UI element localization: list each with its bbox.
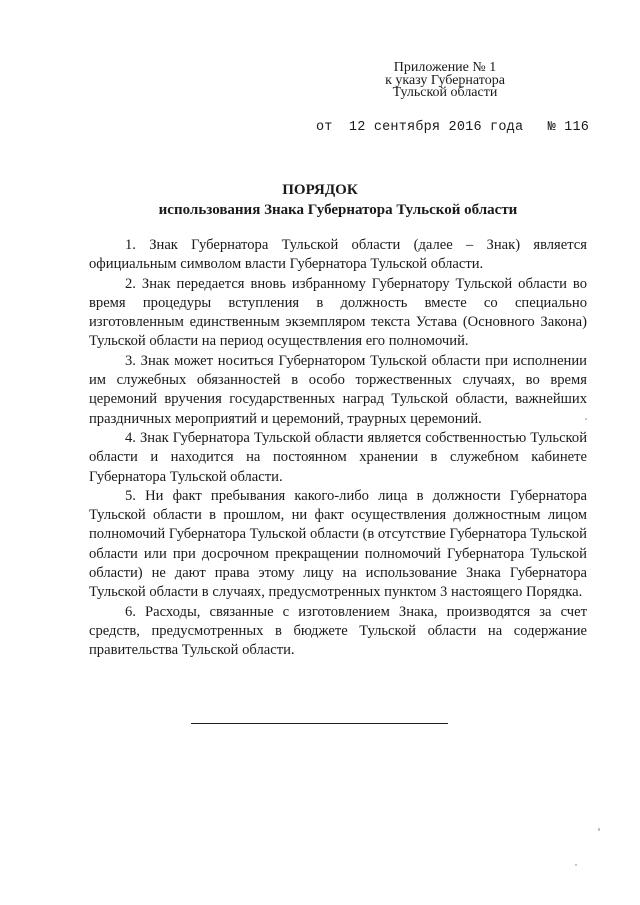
paragraph-2: 2. Знак передается вновь избранному Губернатору Тульской области во время процедуры вступления в должность вместе со специально изготовленным единственным экземпляром текста Устава (Основного Закона) Тульской области на период осуществления его полномочий. (89, 275, 587, 350)
document-body (89, 236, 587, 661)
paragraph-1: 1. Знак Губернатора Тульской области (далее – Знак) является официальным символом власти Губернатора Тульской области. (89, 237, 587, 273)
appendix-header (360, 62, 530, 100)
appendix-decree-reference: к указу Губернатора (385, 72, 505, 88)
paragraph-6: 6. Расходы, связанные с изготовлением Знака, производятся за счет средств, предусмотренных в бюджете Тульской области на содержание правительства Тульской области. (89, 603, 587, 659)
scan-speck (598, 828, 600, 831)
order-date-line (316, 120, 589, 135)
order-date-prefix: от (316, 120, 333, 135)
scan-speck (585, 418, 587, 420)
order-number: № 116 (547, 120, 590, 135)
appendix-number: Приложение № 1 (393, 60, 497, 75)
document-title: ПОРЯДОК (282, 182, 358, 198)
closing-divider (191, 723, 448, 724)
scan-speck (575, 864, 577, 866)
document-subtitle: использования Знака Губернатора Тульской области (158, 202, 518, 218)
paragraph-3: 3. Знак может носиться Губернатором Тульской области при исполнении им служебных обязанностей в особо торжественных случаях, во время церемоний вручения государственных наград Тульской области, важнейших праздничных мероприятий и церемоний, траурных церемоний. (89, 352, 587, 427)
appendix-region: Тульской области (392, 85, 498, 100)
paragraph-4: 4. Знак Губернатора Тульской области является собственностью Тульской области и находится на постоянном хранении в служебном кабинете Губернатора Тульской области. (89, 429, 587, 485)
order-date: 12 сентября 2016 года (348, 120, 524, 135)
paragraph-5: 5. Ни факт пребывания какого-либо лица в должности Губернатора Тульской области в прошлом, ни факт осуществления должностным лицом полномочий Губернатора Тульской области (в отсутствие Губернатора Тульской области или при досрочном прекращении полномочий Губернатора Тульской области) не дают права этому лицу на использование Знака Губернатора Тульской области в случаях, предусмотренных пунктом 3 настоящего Порядка. (89, 487, 587, 601)
